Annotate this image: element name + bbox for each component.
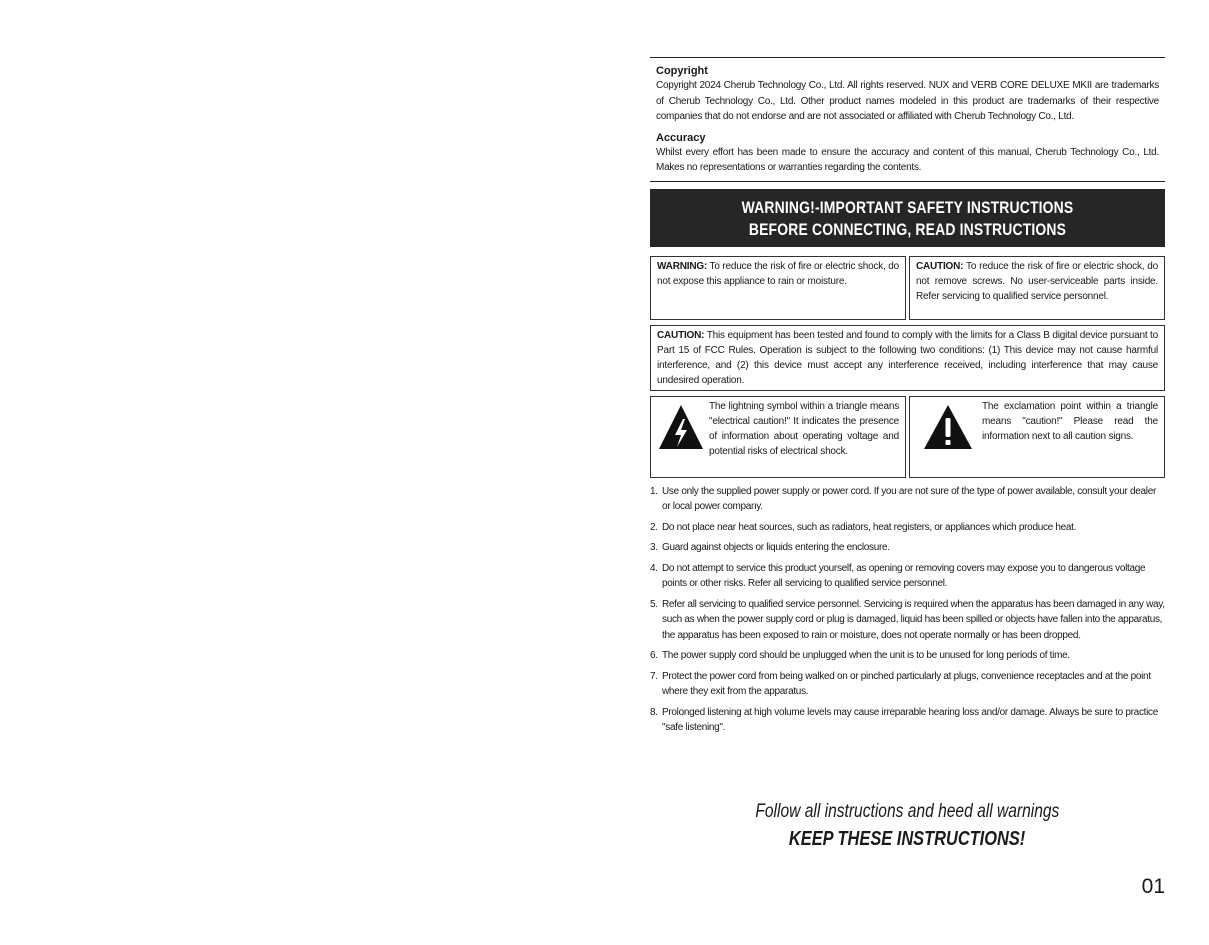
- fcc-caution-box: [650, 325, 1165, 391]
- instruction-item: [650, 597, 1165, 644]
- banner-line-1: WARNING!-IMPORTANT SAFETY INSTRUCTIONS: [741, 197, 1074, 217]
- instruction-number: 1.: [650, 485, 658, 497]
- safety-instructions-list: [650, 484, 1165, 736]
- exclamation-box: [909, 396, 1165, 478]
- copyright-title: Copyright: [656, 65, 708, 77]
- warning-box: [650, 256, 906, 320]
- instruction-number: 3.: [650, 542, 658, 553]
- instruction-item: [650, 648, 1165, 664]
- lightning-warning-triangle-icon: [657, 399, 705, 453]
- caution-box: [909, 256, 1165, 320]
- instruction-item: [650, 669, 1165, 700]
- caution-label: CAUTION:: [916, 260, 964, 272]
- exclamation-warning-triangle-icon: [916, 399, 978, 453]
- instruction-text: Protect the power cord from being walked on or pinched particularly at plugs, convenience receptacles and at the point where they exit from the apparatus.: [662, 670, 1151, 697]
- warning-text: To reduce the risk of fire or electric shock, do not expose this appliance to rain or moisture.: [657, 260, 899, 287]
- instruction-item: [650, 705, 1165, 736]
- copyright-body: Copyright 2024 Cherub Technology Co., Ltd. All rights reserved. NUX and VERB CORE DELUXE MKII are trademarks of Cherub Technology Co., Ltd. Other product names modeled in this product are trademarks of their respective companies that do not endorse and are not associated or affiliated with Cherub Technology Co., Ltd.: [656, 80, 1159, 122]
- banner-line-2: BEFORE CONNECTING, READ INSTRUCTIONS: [748, 219, 1067, 239]
- instruction-text: Use only the supplied power supply or power cord. If you are not sure of the type of power available, consult your dealer or local power company.: [662, 485, 1156, 512]
- caution-text: To reduce the risk of fire or electric shock, do not remove screws. No user-serviceable parts inside. Refer servicing to qualified service personnel.: [916, 260, 1158, 302]
- follow-text: Follow all instructions and heed all warnings: [755, 801, 1060, 822]
- warning-label: WARNING:: [657, 260, 708, 272]
- warning-caution-row: [650, 256, 1165, 320]
- accuracy-title: Accuracy: [656, 131, 706, 144]
- keep-instructions-line: [650, 826, 1165, 852]
- exclamation-text: The exclamation point within a triangle means "caution!" Please read the information next to all caution signs.: [982, 400, 1158, 442]
- instruction-text: Guard against objects or liquids entering the enclosure.: [662, 542, 890, 553]
- keep-text: KEEP THESE INSTRUCTIONS!: [789, 828, 1026, 850]
- instruction-text: Do not place near heat sources, such as radiators, heat registers, or appliances which produce heat.: [662, 521, 1077, 533]
- follow-instructions-line: [650, 800, 1165, 824]
- instruction-number: 2.: [650, 521, 658, 533]
- instruction-text: Prolonged listening at high volume levels may cause irreparable hearing loss and/or damage. Always be sure to practice "safe listening".: [662, 706, 1159, 733]
- symbol-explanation-row: [650, 396, 1165, 478]
- instruction-item: [650, 561, 1165, 592]
- lightning-box: [650, 396, 906, 478]
- instruction-item: [650, 540, 1165, 556]
- instruction-text: Refer all servicing to qualified service personnel. Servicing is required when the apparatus has been damaged in any way, such as when the power supply cord or plug is damaged, liquid has been spilled or objects have fallen into the apparatus, the apparatus has been exposed to rain or moisture, does not operate normally or has been dropped.: [662, 598, 1165, 641]
- instruction-number: 4.: [650, 562, 658, 574]
- instruction-item: [650, 484, 1165, 515]
- fcc-caution-label: CAUTION:: [657, 329, 705, 341]
- lightning-text: The lightning symbol within a triangle means "electrical caution!" It indicates the presence of information about operating voltage and potential risks of electrical shock.: [709, 400, 899, 457]
- fcc-caution-text: This equipment has been tested and found to comply with the limits for a Class B digital device pursuant to Part 15 of FCC Rules. Operation is subject to the following two conditions: (1) This device may not cause harmful interference, and (2) this device must accept any interference received, including interference that may cause undesired operation.: [657, 329, 1158, 386]
- safety-banner: [650, 189, 1165, 247]
- accuracy-body: Whilst every effort has been made to ensure the accuracy and content of this manual, Cherub Technology Co., Ltd. Makes no representations or warranties regarding the contents.: [656, 146, 1159, 173]
- instruction-text: Do not attempt to service this product yourself, as opening or removing covers may expose you to dangerous voltage points or other risks. Refer all servicing to qualified service personnel.: [662, 562, 1146, 589]
- instruction-number: 6.: [650, 650, 658, 661]
- instruction-item: [650, 520, 1165, 536]
- instruction-text: The power supply cord should be unplugged when the unit is to be unused for long periods of time.: [662, 650, 1070, 661]
- instruction-number: 5.: [650, 598, 658, 610]
- manual-page-column: [650, 57, 1165, 741]
- page-number: 01: [1141, 875, 1165, 898]
- instruction-number: 7.: [650, 670, 658, 682]
- instruction-number: 8.: [650, 706, 658, 718]
